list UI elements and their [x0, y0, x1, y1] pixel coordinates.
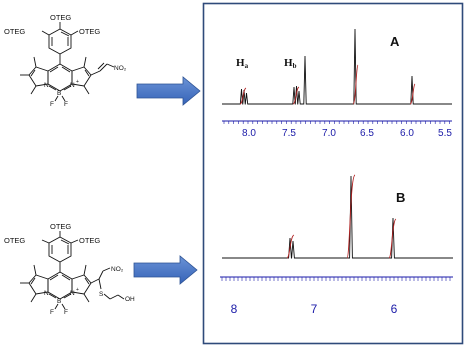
arrow-top [137, 77, 200, 105]
bodipy-core [48, 272, 72, 299]
oteg-right-label: OTEG [79, 236, 101, 245]
spectrum-a-integrals [240, 65, 415, 104]
plus-sign: + [76, 79, 79, 85]
f-left-label: F [50, 309, 54, 316]
axis-b-ticks [222, 277, 450, 281]
oteg-right-label: OTEG [79, 27, 101, 36]
spectrum-b-integrals [287, 175, 396, 258]
f-left-label: F [50, 101, 54, 108]
axis-a-tick-labels [242, 128, 452, 139]
axis-tick-label: 6.0 [400, 128, 414, 139]
minus-sign: - [62, 295, 64, 301]
oteg-left-label: OTEG [4, 27, 26, 36]
spectrum-panel-b [220, 175, 453, 316]
boron-label: B [57, 298, 62, 305]
peak-label-hb: Hb [284, 57, 297, 70]
molecule-bottom [4, 222, 135, 316]
n-right-label: N [70, 82, 75, 89]
oteg-left-label: OTEG [4, 236, 26, 245]
n-left-label: N [44, 82, 49, 89]
axis-tick-label: 7.5 [282, 128, 296, 139]
f-right-label: F [64, 101, 68, 108]
spectrum-b-trace [222, 176, 453, 258]
pyrrole-right [72, 67, 91, 86]
nitro-label: NO₂ [114, 65, 127, 72]
boron-label: B [57, 90, 62, 97]
axis-tick-label: 7 [310, 302, 318, 316]
axis-tick-label: 8.0 [242, 128, 256, 139]
f-right-label: F [64, 309, 68, 316]
n-right-label: N [70, 290, 75, 297]
nitro-label: NO₂ [111, 266, 124, 273]
pyrrole-right [72, 275, 91, 294]
hydroxyl-label: OH [125, 296, 135, 303]
panel-a-label: A [390, 34, 400, 49]
sulfur-label: S [99, 291, 104, 298]
plus-sign: + [76, 287, 79, 293]
panel-b-label: B [396, 190, 406, 205]
bodipy-core [48, 64, 72, 91]
axis-tick-label: 6 [390, 302, 398, 316]
axis-tick-label: 5.5 [438, 128, 452, 139]
n-left-label: N [44, 290, 49, 297]
oteg-top-label: OTEG [50, 222, 72, 231]
peak-label-ha: Ha [236, 57, 249, 70]
spectra-frame [204, 4, 463, 344]
minus-sign: - [62, 87, 64, 93]
axis-tick-label: 6.5 [360, 128, 374, 139]
axis-b-tick-labels [231, 302, 398, 316]
oteg-top-label: OTEG [50, 13, 72, 22]
arrow-bottom [134, 256, 197, 284]
axis-tick-label: 8 [230, 302, 238, 316]
molecule-top [4, 13, 127, 108]
axis-tick-label: 7.0 [322, 128, 336, 139]
spectrum-panel-a [222, 29, 452, 139]
spectrum-a-trace [222, 29, 452, 104]
